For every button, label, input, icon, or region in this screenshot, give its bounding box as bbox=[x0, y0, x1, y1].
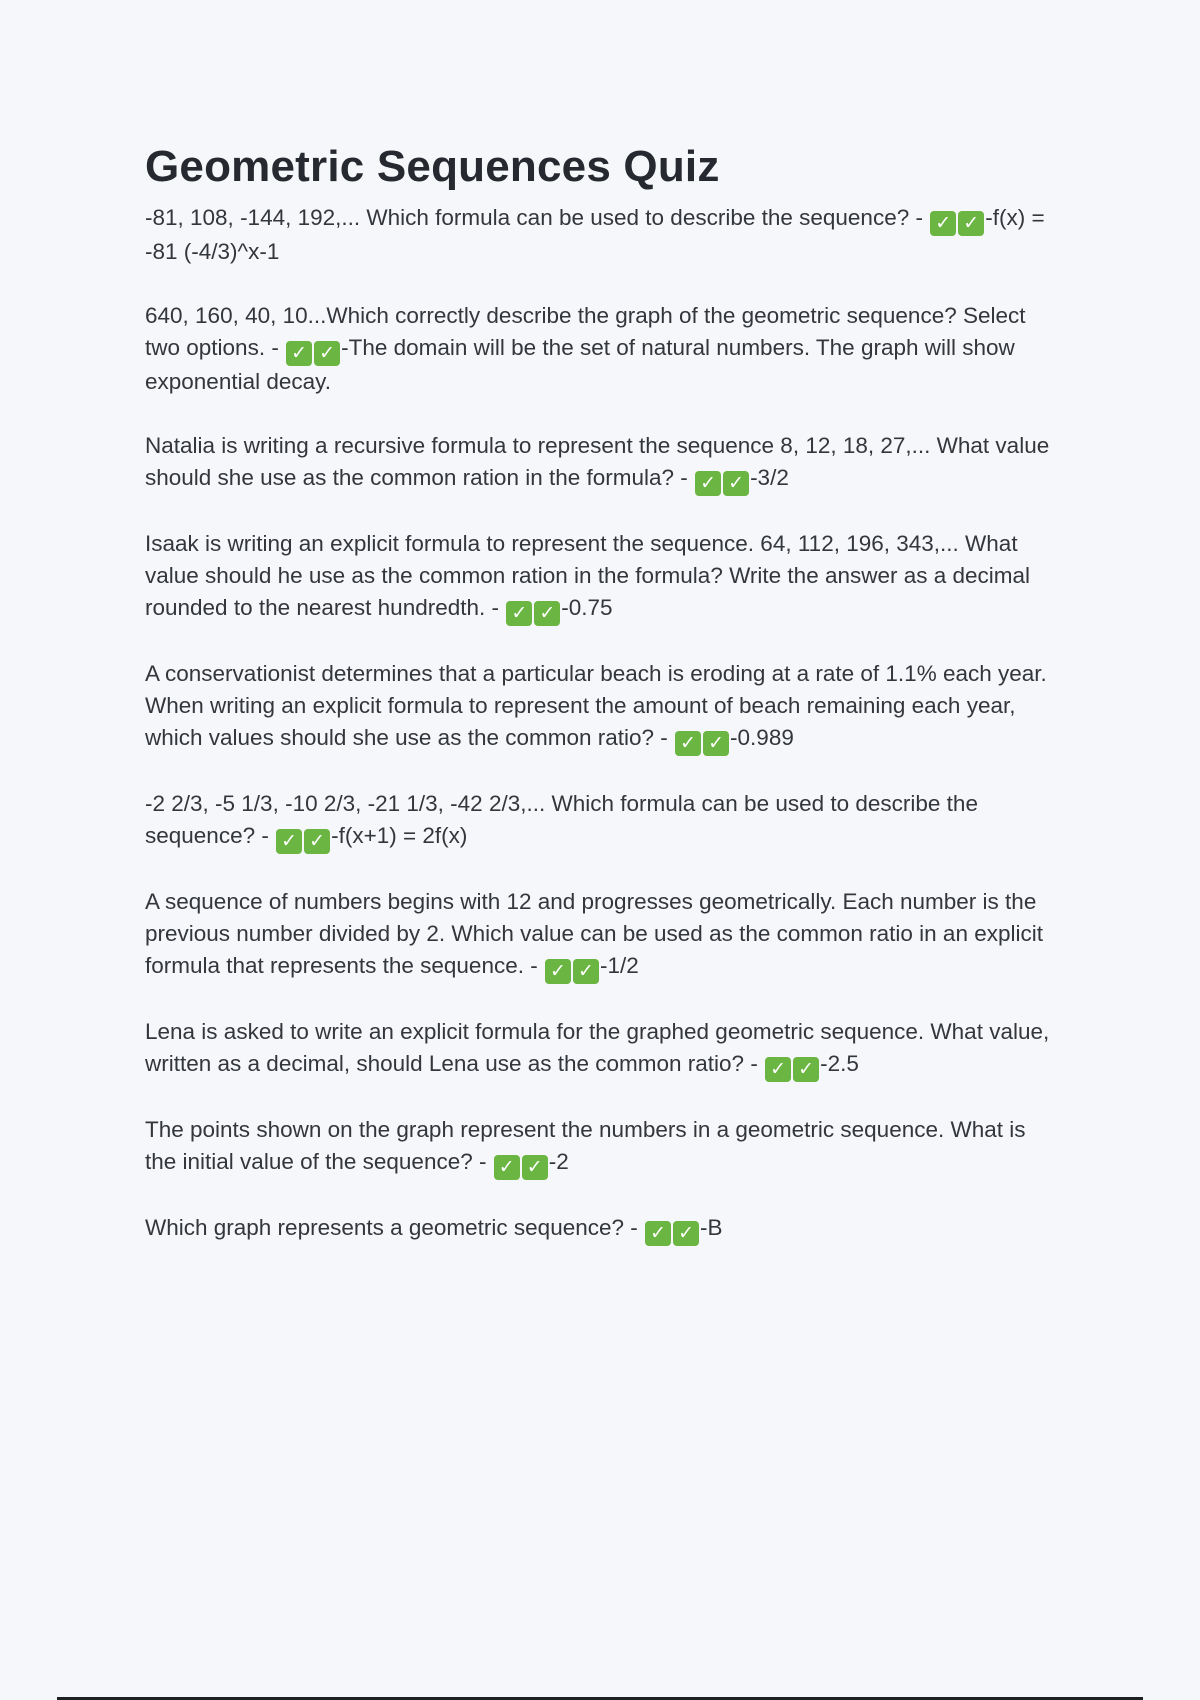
question-text: Lena is asked to write an explicit formula for the graphed geometric sequence. What value, written as a decimal, should Lena use as the common ratio? - bbox=[145, 1019, 1050, 1076]
answer-marker bbox=[695, 471, 749, 496]
answer-text: -The domain will be the set of natural numbers. The graph will show exponential decay. bbox=[145, 335, 1015, 394]
check-mark-icon: ✓ bbox=[675, 731, 701, 756]
question-text: -2 2/3, -5 1/3, -10 2/3, -21 1/3, -42 2/3,... Which formula can be used to describe the sequence? - bbox=[145, 791, 978, 848]
list-item bbox=[145, 300, 1060, 398]
answer-text: -0.989 bbox=[730, 725, 794, 750]
check-mark-icon: ✓ bbox=[793, 1057, 819, 1082]
list-item bbox=[145, 430, 1060, 496]
answer-marker bbox=[545, 959, 599, 984]
question-text: Natalia is writing a recursive formula to represent the sequence 8, 12, 18, 27,... What value should she use as the common ration in the formula? - bbox=[145, 433, 1050, 490]
answer-marker bbox=[506, 601, 560, 626]
list-item bbox=[145, 1212, 1060, 1246]
list-item bbox=[145, 658, 1060, 756]
answer-text: -0.75 bbox=[561, 595, 613, 620]
answer-text: -B bbox=[700, 1215, 723, 1240]
answer-marker bbox=[494, 1155, 548, 1180]
question-text: A sequence of numbers begins with 12 and progresses geometrically. Each number is the previous number divided by 2. Which value can be used as the common ratio in an explicit formula that represents the sequence. - bbox=[145, 889, 1043, 978]
check-mark-icon: ✓ bbox=[304, 829, 330, 854]
document-page bbox=[145, 140, 1060, 1278]
question-list bbox=[145, 202, 1060, 1246]
answer-text: -f(x) = -81 (-4/3)^x-1 bbox=[145, 205, 1045, 264]
answer-marker bbox=[765, 1057, 819, 1082]
list-item bbox=[145, 788, 1060, 854]
answer-text: -2 bbox=[548, 1149, 569, 1174]
check-mark-icon: ✓ bbox=[723, 471, 749, 496]
page-title: Geometric Sequences Quiz bbox=[145, 142, 720, 191]
list-item bbox=[145, 528, 1060, 626]
check-mark-icon: ✓ bbox=[695, 471, 721, 496]
check-mark-icon: ✓ bbox=[673, 1221, 699, 1246]
answer-text: -f(x+1) = 2f(x) bbox=[331, 823, 468, 848]
list-item bbox=[145, 1016, 1060, 1082]
list-item bbox=[145, 886, 1060, 984]
check-mark-icon: ✓ bbox=[522, 1155, 548, 1180]
check-mark-icon: ✓ bbox=[506, 601, 532, 626]
answer-marker bbox=[276, 829, 330, 854]
answer-text: -1/2 bbox=[599, 953, 639, 978]
question-text: The points shown on the graph represent the numbers in a geometric sequence. What is the initial value of the sequence? - bbox=[145, 1117, 1026, 1174]
question-text: A conservationist determines that a particular beach is eroding at a rate of 1.1% each year. When writing an explicit formula to represent the amount of beach remaining each year, which values should she use as the common ratio? - bbox=[145, 661, 1047, 750]
answer-text: -2.5 bbox=[820, 1051, 859, 1076]
check-mark-icon: ✓ bbox=[545, 959, 571, 984]
question-text: Isaak is writing an explicit formula to represent the sequence. 64, 112, 196, 343,... What value should he use as the common ration in the formula? Write the answer as a decimal rounded to the nearest hundredth. - bbox=[145, 531, 1031, 620]
check-mark-icon: ✓ bbox=[703, 731, 729, 756]
question-text: -81, 108, -144, 192,... Which formula can be used to describe the sequence? - bbox=[145, 205, 923, 230]
answer-text: -3/2 bbox=[750, 465, 789, 490]
check-mark-icon: ✓ bbox=[276, 829, 302, 854]
question-text: Which graph represents a geometric sequence? - bbox=[145, 1215, 638, 1240]
check-mark-icon: ✓ bbox=[534, 601, 560, 626]
answer-marker bbox=[645, 1221, 699, 1246]
check-mark-icon: ✓ bbox=[930, 211, 956, 236]
question-text: 640, 160, 40, 10...Which correctly describe the graph of the geometric sequence? Select two options. - bbox=[145, 303, 1026, 360]
answer-marker bbox=[286, 341, 340, 366]
list-item bbox=[145, 1114, 1060, 1180]
answer-marker bbox=[675, 731, 729, 756]
list-item bbox=[145, 202, 1060, 268]
answer-marker bbox=[930, 211, 984, 236]
check-mark-icon: ✓ bbox=[645, 1221, 671, 1246]
check-mark-icon: ✓ bbox=[765, 1057, 791, 1082]
check-mark-icon: ✓ bbox=[958, 211, 984, 236]
check-mark-icon: ✓ bbox=[314, 341, 340, 366]
check-mark-icon: ✓ bbox=[494, 1155, 520, 1180]
check-mark-icon: ✓ bbox=[286, 341, 312, 366]
check-mark-icon: ✓ bbox=[573, 959, 599, 984]
